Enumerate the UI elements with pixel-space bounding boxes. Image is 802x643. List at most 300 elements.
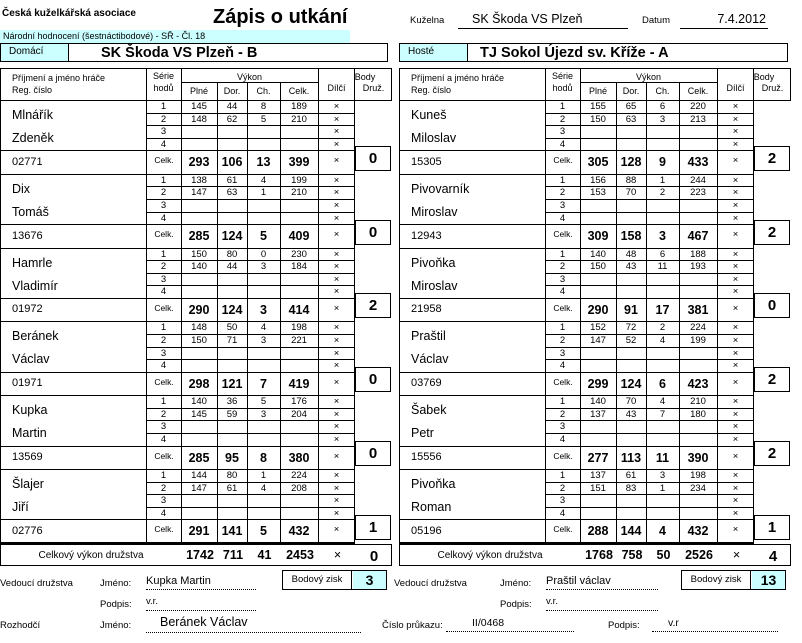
total-ch: 9 bbox=[659, 155, 666, 170]
row-line bbox=[545, 420, 754, 421]
series-mark: × bbox=[732, 396, 739, 408]
series-mark: × bbox=[732, 495, 739, 507]
player-firstname: Roman bbox=[411, 500, 452, 514]
series-ch: 2 bbox=[659, 322, 666, 334]
series-ch: 6 bbox=[659, 101, 666, 112]
row-line bbox=[146, 260, 355, 261]
home-total-mark: × bbox=[333, 548, 342, 562]
series-mark: × bbox=[732, 101, 739, 112]
referee-label: Rozhodčí bbox=[0, 620, 41, 631]
total-celk: 432 bbox=[288, 524, 310, 539]
series-mark: × bbox=[333, 470, 340, 481]
series-dor: 52 bbox=[625, 335, 637, 346]
header-dor: Dor. bbox=[622, 86, 640, 96]
series-celk: 184 bbox=[291, 261, 307, 273]
total-plne: 277 bbox=[587, 450, 609, 465]
header-body: Body bbox=[354, 72, 376, 82]
series-mark: × bbox=[333, 347, 340, 359]
home-leader-sign-label: Podpis: bbox=[100, 599, 132, 610]
series-mark: × bbox=[333, 507, 340, 519]
series-ch: 11 bbox=[657, 261, 668, 273]
player-reg: 02771 bbox=[12, 155, 43, 168]
total-ch: 4 bbox=[659, 524, 666, 539]
series-dor: 48 bbox=[625, 248, 637, 260]
away-team-name: TJ Sokol Újezd sv. Kříže - A bbox=[480, 45, 669, 61]
series-ch: 3 bbox=[260, 261, 267, 273]
total-mark: × bbox=[732, 450, 739, 462]
series-mark: × bbox=[732, 174, 739, 186]
series-celk: 210 bbox=[291, 113, 307, 125]
series-celk: 188 bbox=[690, 248, 706, 260]
total-celk: 432 bbox=[687, 524, 709, 539]
total-row-line bbox=[399, 298, 754, 299]
player-surname: Kupka bbox=[12, 403, 48, 418]
total-plne: 290 bbox=[587, 303, 609, 317]
player-firstname: Miroslav bbox=[411, 204, 458, 219]
series-dor: 80 bbox=[226, 248, 238, 260]
player-surname: Mlnářík bbox=[12, 108, 53, 122]
series-number: 3 bbox=[160, 126, 167, 138]
series-plne: 153 bbox=[590, 187, 606, 199]
series-plne: 147 bbox=[191, 187, 207, 199]
home-leader-label: Vedoucí družstva bbox=[0, 578, 73, 589]
series-plne: 150 bbox=[590, 261, 606, 273]
series-celk: 208 bbox=[291, 482, 307, 494]
total-row-line bbox=[0, 372, 355, 373]
row-line bbox=[545, 285, 754, 286]
series-celk: 244 bbox=[690, 174, 706, 186]
player-firstname: Petr bbox=[411, 426, 434, 441]
series-mark: × bbox=[333, 138, 340, 150]
total-label: Celk. bbox=[553, 376, 573, 387]
series-number: 2 bbox=[559, 187, 566, 199]
series-mark: × bbox=[333, 396, 340, 408]
total-mark: × bbox=[732, 376, 739, 388]
player-reg: 13569 bbox=[12, 451, 43, 463]
header-name-col: Příjmení a jméno hráče bbox=[411, 73, 505, 83]
series-number: 2 bbox=[160, 482, 167, 494]
total-row-line bbox=[0, 150, 355, 151]
header-reg-col: Reg. číslo bbox=[12, 85, 53, 95]
player-reg: 12943 bbox=[411, 229, 442, 242]
row-line bbox=[146, 433, 355, 434]
header-plne: Plné bbox=[189, 86, 208, 96]
row-line bbox=[146, 138, 355, 139]
series-plne: 150 bbox=[191, 248, 207, 260]
total-row-line bbox=[0, 446, 355, 447]
row-line bbox=[146, 273, 355, 274]
home-leader-name-label: Jméno: bbox=[100, 578, 132, 589]
series-number: 4 bbox=[559, 360, 566, 372]
player-reg: 13676 bbox=[12, 229, 43, 242]
total-plne: 298 bbox=[188, 376, 210, 391]
home-bodovy-label: Bodový zisk bbox=[283, 571, 352, 589]
player-surname: Pivoňka bbox=[411, 255, 456, 270]
series-ch: 2 bbox=[659, 187, 666, 199]
referee-name: Beránek Václav bbox=[146, 615, 361, 633]
series-plne: 151 bbox=[590, 482, 606, 494]
player-points: 0 bbox=[355, 146, 391, 171]
series-dor: 43 bbox=[625, 261, 637, 273]
series-mark: × bbox=[333, 434, 340, 445]
series-mark: × bbox=[732, 434, 739, 445]
total-plne: 288 bbox=[587, 524, 609, 539]
header-top-line bbox=[754, 68, 791, 69]
total-ch: 5 bbox=[260, 229, 267, 244]
total-dor: 106 bbox=[221, 155, 243, 170]
datum-value: 7.4.2012 bbox=[680, 9, 768, 29]
player-surname: Šabek bbox=[411, 403, 447, 418]
total-row-line bbox=[0, 298, 355, 299]
series-ch: 3 bbox=[260, 408, 267, 420]
header-druz: Druž. bbox=[362, 83, 385, 93]
total-mark: × bbox=[333, 376, 340, 388]
total-plne: 285 bbox=[188, 450, 210, 465]
series-celk: 199 bbox=[291, 174, 307, 186]
home-score-table bbox=[0, 68, 392, 543]
total-celk: 409 bbox=[288, 229, 310, 244]
player-points: 0 bbox=[355, 220, 391, 245]
series-ch: 7 bbox=[659, 408, 666, 420]
player-surname: Pivoňka bbox=[411, 477, 456, 491]
header-ch: Ch. bbox=[256, 86, 271, 96]
row-line bbox=[545, 482, 754, 483]
header-right-line bbox=[391, 68, 392, 100]
away-total-ch: 50 bbox=[656, 548, 671, 562]
home-total-label: Celkový výkon družstva bbox=[38, 550, 144, 561]
player-points: 0 bbox=[355, 367, 391, 392]
series-ch: 4 bbox=[260, 322, 267, 334]
series-number: 4 bbox=[559, 434, 566, 445]
away-total-points: 4 bbox=[768, 548, 778, 565]
player-reg: 03769 bbox=[411, 377, 442, 390]
series-mark: × bbox=[732, 187, 739, 199]
series-ch: 3 bbox=[659, 113, 666, 125]
series-number: 3 bbox=[559, 421, 566, 433]
series-mark: × bbox=[333, 273, 340, 285]
series-number: 1 bbox=[160, 174, 167, 186]
row-line bbox=[545, 334, 754, 335]
row-line bbox=[146, 212, 355, 213]
player-points: 0 bbox=[754, 293, 790, 318]
row-line bbox=[146, 125, 355, 126]
total-row-line bbox=[399, 446, 754, 447]
player-points: 2 bbox=[754, 220, 790, 245]
total-ch: 13 bbox=[256, 155, 271, 170]
series-number: 4 bbox=[160, 138, 167, 150]
series-dor: 80 bbox=[226, 470, 238, 481]
series-celk: 198 bbox=[690, 470, 706, 481]
total-label: Celk. bbox=[154, 303, 174, 313]
away-bodovy-label: Bodový zisk bbox=[682, 571, 751, 589]
series-plne: 145 bbox=[191, 101, 207, 112]
player-firstname: Václav bbox=[12, 352, 50, 367]
series-mark: × bbox=[732, 126, 739, 138]
home-tag: Domácí bbox=[1, 44, 69, 61]
total-celk: 380 bbox=[288, 450, 310, 465]
datum-label: Datum bbox=[642, 15, 670, 26]
total-ch: 7 bbox=[260, 376, 267, 391]
series-number: 2 bbox=[160, 335, 167, 346]
header-dilci: Dílčí bbox=[726, 83, 745, 93]
row-line bbox=[545, 507, 754, 508]
series-number: 4 bbox=[559, 138, 566, 150]
series-number: 4 bbox=[160, 360, 167, 372]
referee-sign: v.r bbox=[652, 617, 778, 632]
header-plne: Plné bbox=[588, 86, 607, 96]
series-number: 4 bbox=[160, 212, 167, 224]
license-value: II/0468 bbox=[446, 617, 574, 632]
row-line bbox=[545, 273, 754, 274]
series-number: 3 bbox=[160, 495, 167, 507]
series-mark: × bbox=[732, 248, 739, 260]
series-number: 1 bbox=[559, 101, 566, 112]
header-reg-col: Reg. číslo bbox=[411, 85, 452, 95]
away-score-table bbox=[399, 68, 791, 543]
series-mark: × bbox=[333, 261, 340, 273]
header-right-line bbox=[790, 68, 791, 100]
total-label: Celk. bbox=[154, 376, 174, 387]
series-number: 1 bbox=[160, 470, 167, 481]
player-surname: Hamrle bbox=[12, 255, 53, 270]
player-points: 1 bbox=[754, 515, 790, 540]
series-dor: 70 bbox=[625, 187, 637, 199]
total-celk: 433 bbox=[687, 155, 709, 170]
total-label: Celk. bbox=[553, 229, 573, 240]
series-dor: 83 bbox=[625, 482, 637, 494]
header-celk: Celk. bbox=[288, 86, 310, 96]
series-mark: × bbox=[732, 286, 739, 298]
series-dor: 62 bbox=[226, 113, 238, 125]
series-dor: 36 bbox=[226, 396, 238, 408]
series-number: 3 bbox=[160, 347, 167, 359]
series-mark: × bbox=[732, 507, 739, 519]
row-line bbox=[545, 408, 754, 409]
series-plne: 150 bbox=[590, 113, 606, 125]
series-dor: 61 bbox=[226, 482, 238, 494]
total-label: Celk. bbox=[553, 303, 573, 313]
series-number: 3 bbox=[160, 421, 167, 433]
player-reg: 21958 bbox=[411, 303, 442, 316]
home-total-dor: 711 bbox=[222, 548, 244, 562]
total-label: Celk. bbox=[154, 450, 174, 461]
player-reg: 15556 bbox=[411, 451, 442, 463]
player-reg: 15305 bbox=[411, 155, 442, 168]
home-total-celk: 2453 bbox=[286, 548, 314, 562]
series-mark: × bbox=[333, 200, 340, 211]
series-dor: 44 bbox=[226, 101, 238, 112]
header-sub-divider bbox=[580, 82, 717, 83]
series-plne: 150 bbox=[191, 335, 207, 346]
total-mark: × bbox=[333, 155, 340, 167]
series-ch: 0 bbox=[260, 248, 267, 260]
total-celk: 414 bbox=[288, 303, 310, 317]
total-ch: 8 bbox=[260, 450, 267, 465]
kuzelna-label: Kuželna bbox=[410, 15, 445, 26]
row-line bbox=[545, 138, 754, 139]
series-mark: × bbox=[333, 113, 340, 125]
total-plne: 293 bbox=[188, 155, 210, 170]
row-line bbox=[146, 347, 355, 348]
series-number: 2 bbox=[559, 408, 566, 420]
away-team-total bbox=[399, 544, 791, 566]
header-vykon: Výkon bbox=[236, 72, 262, 82]
player-surname: Beránek bbox=[12, 329, 59, 344]
player-points: 2 bbox=[754, 367, 790, 392]
series-mark: × bbox=[333, 408, 340, 420]
total-celk: 419 bbox=[288, 376, 310, 391]
header-hodu: hodů bbox=[153, 83, 174, 93]
referee-sign-label: Podpis: bbox=[608, 620, 640, 631]
total-plne: 285 bbox=[188, 229, 210, 244]
total-ch: 6 bbox=[659, 376, 666, 391]
home-leader-name: Kupka Martin bbox=[146, 575, 256, 590]
player-reg: 02776 bbox=[12, 524, 43, 537]
row-line bbox=[545, 494, 754, 495]
total-label: Celk. bbox=[154, 229, 174, 240]
away-leader-sign: v.r. bbox=[546, 596, 658, 611]
row-line bbox=[545, 260, 754, 261]
series-dor: 61 bbox=[226, 174, 238, 186]
series-number: 1 bbox=[559, 322, 566, 334]
series-mark: × bbox=[732, 408, 739, 420]
series-mark: × bbox=[333, 335, 340, 346]
page-title: Zápis o utkání bbox=[213, 6, 348, 28]
series-mark: × bbox=[732, 322, 739, 334]
total-ch: 5 bbox=[260, 524, 267, 539]
total-dor: 121 bbox=[221, 376, 243, 391]
total-dor: 91 bbox=[624, 303, 638, 317]
home-team-total bbox=[0, 544, 392, 566]
series-number: 1 bbox=[559, 174, 566, 186]
player-firstname: Zdeněk bbox=[12, 131, 54, 145]
series-mark: × bbox=[732, 335, 739, 346]
total-mark: × bbox=[732, 524, 739, 536]
total-dor: 144 bbox=[620, 524, 642, 539]
row-line bbox=[146, 507, 355, 508]
header-sub-divider bbox=[181, 82, 318, 83]
series-plne: 148 bbox=[191, 322, 207, 334]
total-ch: 3 bbox=[260, 303, 267, 317]
player-firstname: Martin bbox=[12, 426, 47, 441]
away-total-mark: × bbox=[732, 548, 741, 562]
series-number: 4 bbox=[160, 286, 167, 298]
total-row-line bbox=[399, 519, 754, 520]
total-ch: 17 bbox=[655, 303, 670, 317]
total-dor: 124 bbox=[620, 376, 642, 391]
total-dor: 95 bbox=[225, 450, 239, 465]
header-name-col: Příjmení a jméno hráče bbox=[12, 73, 106, 83]
player-reg: 05196 bbox=[411, 524, 442, 537]
series-number: 2 bbox=[559, 261, 566, 273]
series-ch: 6 bbox=[659, 248, 666, 260]
series-celk: 198 bbox=[291, 322, 307, 334]
home-total-plne: 1742 bbox=[186, 548, 214, 562]
series-celk: 199 bbox=[690, 335, 706, 346]
series-dor: 71 bbox=[226, 335, 238, 346]
total-dor: 124 bbox=[221, 303, 243, 317]
series-ch: 1 bbox=[659, 482, 666, 494]
series-mark: × bbox=[333, 248, 340, 260]
away-total-plne: 1768 bbox=[585, 548, 613, 562]
series-mark: × bbox=[732, 482, 739, 494]
series-ch: 8 bbox=[260, 101, 267, 112]
series-mark: × bbox=[732, 200, 739, 211]
series-number: 3 bbox=[559, 126, 566, 138]
series-number: 1 bbox=[160, 322, 167, 334]
header-top-line bbox=[355, 68, 392, 69]
series-mark: × bbox=[333, 360, 340, 372]
series-dor: 63 bbox=[625, 113, 637, 125]
away-tag: Hosté bbox=[400, 44, 468, 61]
home-bodovy-zisk bbox=[282, 570, 387, 590]
series-celk: 223 bbox=[690, 187, 706, 199]
total-ch: 11 bbox=[655, 450, 670, 465]
total-plne: 309 bbox=[587, 229, 609, 244]
series-celk: 210 bbox=[291, 187, 307, 199]
total-plne: 305 bbox=[587, 155, 609, 170]
total-celk: 467 bbox=[687, 229, 709, 244]
home-team-bar bbox=[0, 43, 388, 62]
total-row-line bbox=[399, 372, 754, 373]
series-dor: 63 bbox=[226, 187, 238, 199]
series-celk: 224 bbox=[291, 470, 307, 481]
away-leader-label: Vedoucí družstva bbox=[394, 578, 467, 589]
series-celk: 189 bbox=[291, 101, 307, 112]
away-bodovy-value: 13 bbox=[752, 571, 785, 589]
series-plne: 156 bbox=[590, 174, 606, 186]
series-dor: 88 bbox=[625, 174, 637, 186]
series-ch: 5 bbox=[260, 113, 267, 125]
series-mark: × bbox=[333, 322, 340, 334]
series-number: 1 bbox=[559, 470, 566, 481]
series-number: 3 bbox=[559, 347, 566, 359]
series-ch: 4 bbox=[659, 335, 666, 346]
series-number: 2 bbox=[559, 113, 566, 125]
total-ch: 3 bbox=[659, 229, 666, 244]
series-number: 2 bbox=[559, 335, 566, 346]
subtitle: Národní hodnocení (šestnáctibodové) - SŘ - Čl. 18 bbox=[0, 30, 350, 43]
row-line bbox=[146, 482, 355, 483]
referee-name-label: Jméno: bbox=[100, 620, 132, 631]
player-surname: Dix bbox=[12, 181, 31, 196]
total-mark: × bbox=[333, 229, 340, 241]
total-plne: 299 bbox=[587, 376, 609, 391]
series-plne: 138 bbox=[191, 174, 207, 186]
row-line bbox=[146, 408, 355, 409]
series-ch: 3 bbox=[659, 470, 666, 481]
kuzelna-value: SK Škoda VS Plzeň bbox=[458, 9, 628, 29]
player-reg: 01972 bbox=[12, 303, 43, 316]
series-number: 1 bbox=[160, 248, 167, 260]
total-label: Celk. bbox=[553, 155, 573, 166]
series-plne: 137 bbox=[590, 408, 606, 420]
player-surname: Kuneš bbox=[411, 108, 447, 122]
player-points: 1 bbox=[355, 515, 391, 540]
away-leader-name-label: Jméno: bbox=[500, 578, 532, 589]
series-number: 4 bbox=[160, 507, 167, 519]
total-celk: 423 bbox=[687, 376, 709, 391]
player-surname: Pivovarník bbox=[411, 181, 470, 196]
row-line bbox=[146, 494, 355, 495]
series-ch: 3 bbox=[260, 335, 267, 346]
row-line bbox=[545, 212, 754, 213]
row-line bbox=[545, 433, 754, 434]
row-line bbox=[545, 186, 754, 187]
series-mark: × bbox=[333, 482, 340, 494]
series-mark: × bbox=[732, 138, 739, 150]
series-number: 1 bbox=[559, 396, 566, 408]
